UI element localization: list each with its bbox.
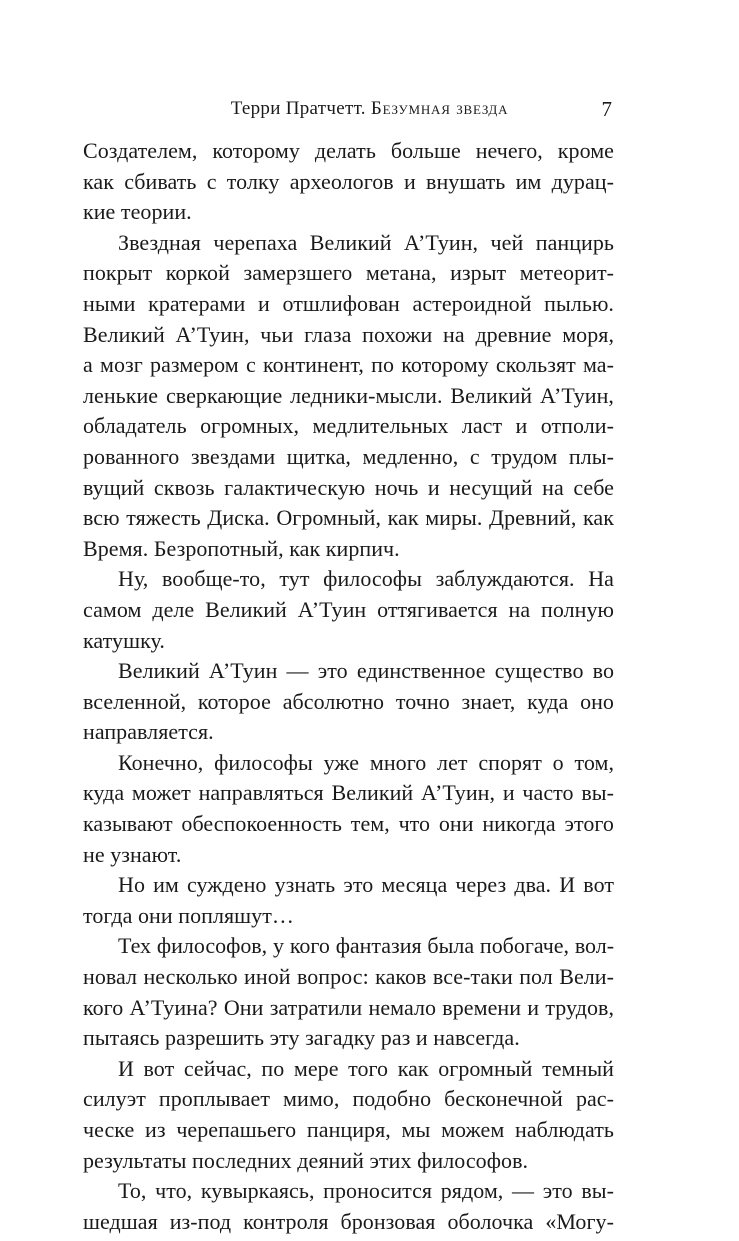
page-number: 7 xyxy=(601,97,612,121)
text-line: как сбивать с толку археологов и внушать им дурац- xyxy=(83,168,614,194)
text-line: кого А’Туина? Они затратили немало времени и трудов, xyxy=(83,994,614,1020)
text-line: а мозг размером с континент, по которому скользят ма- xyxy=(83,352,614,378)
running-header xyxy=(0,94,739,124)
text-line: Великий А’Туин, чьи глаза похожи на древние моря, xyxy=(83,321,614,347)
text-line: самом деле Великий А’Туин оттягивается на полную xyxy=(83,596,614,622)
text-line: тогда они попляшут… xyxy=(83,902,294,928)
paragraph xyxy=(83,1054,614,1176)
paragraph xyxy=(83,748,614,870)
text-line: Создателем, которому делать больше нечего, кроме xyxy=(83,138,614,163)
text-line: Звездная черепаха Великий А’Туин, чей панцирь xyxy=(118,229,614,255)
text-line: И вот сейчас, по мере того как огромный темный xyxy=(118,1055,614,1081)
paragraph xyxy=(83,136,614,228)
text-line: Великий А’Туин — это единственное существо во xyxy=(118,658,614,684)
paragraph xyxy=(83,1176,614,1237)
text-line: Конечно, философы уже много лет спорят о том, xyxy=(118,749,614,775)
paragraph xyxy=(83,931,614,1053)
text-line: казывают обеспокоенность тем, что они никогда этого xyxy=(83,811,614,837)
body-text xyxy=(83,136,614,1237)
text-line: кие теории. xyxy=(83,199,192,225)
paragraph xyxy=(83,870,614,931)
text-line: результаты последних деяний этих философов. xyxy=(83,1147,529,1173)
text-line: ными кратерами и отшлифован астероидной пылью. xyxy=(83,290,614,316)
text-line: вселенной, которое абсолютно точно знает, куда оно xyxy=(83,688,614,714)
text-line: покрыт коркой замерзшего метана, изрыт метеорит- xyxy=(83,260,614,286)
text-line: шедшая из-под контроля бронзовая оболочка «Могу- xyxy=(83,1208,614,1234)
text-line: новал несколько иной вопрос: каков все-таки пол Вели- xyxy=(83,964,614,990)
text-line: Время. Безропотный, как кирпич. xyxy=(83,535,400,561)
text-line: ленькие сверкающие ледники-мысли. Великий А’Туин, xyxy=(83,382,614,408)
running-title xyxy=(0,94,739,124)
text-line: ческе из черепашьего панциря, мы можем наблюдать xyxy=(83,1117,614,1142)
text-line: То, что, кувыркаясь, проносится рядом, — это вы- xyxy=(118,1178,614,1204)
text-line: куда может направляться Великий А’Туин, и часто вы- xyxy=(83,780,614,806)
paragraph xyxy=(83,656,614,748)
text-line: пытаясь разрешить эту загадку раз и навсегда. xyxy=(83,1025,520,1051)
text-line: обладатель огромных, медлительных ласт и отполи- xyxy=(83,413,614,439)
text-line: всю тяжесть Диска. Огромный, как миры. Древний, как xyxy=(83,505,614,531)
text-line: не узнают. xyxy=(83,841,182,867)
text-line: силуэт проплывает мимо, подобно бесконечной рас- xyxy=(83,1086,614,1112)
text-line: Тех философов, у кого фантазия была побогаче, вол- xyxy=(118,933,614,959)
text-line: катушку. xyxy=(83,627,165,653)
text-line: вущий сквозь галактическую ночь и несущий на себе xyxy=(83,474,614,500)
paragraph xyxy=(83,564,614,656)
paragraph xyxy=(83,228,614,565)
text-line: направляется. xyxy=(83,719,214,745)
text-line: Но им суждено узнать это месяца через два. И вот xyxy=(118,872,614,898)
text-line: рованного звездами щитка, медленно, с трудом плы- xyxy=(83,443,614,469)
text-line: Ну, вообще-то, тут философы заблуждаются. На xyxy=(118,566,614,592)
author-name: Терри Пратчетт. xyxy=(230,98,366,119)
book-title: Безумная звезда xyxy=(370,98,509,119)
